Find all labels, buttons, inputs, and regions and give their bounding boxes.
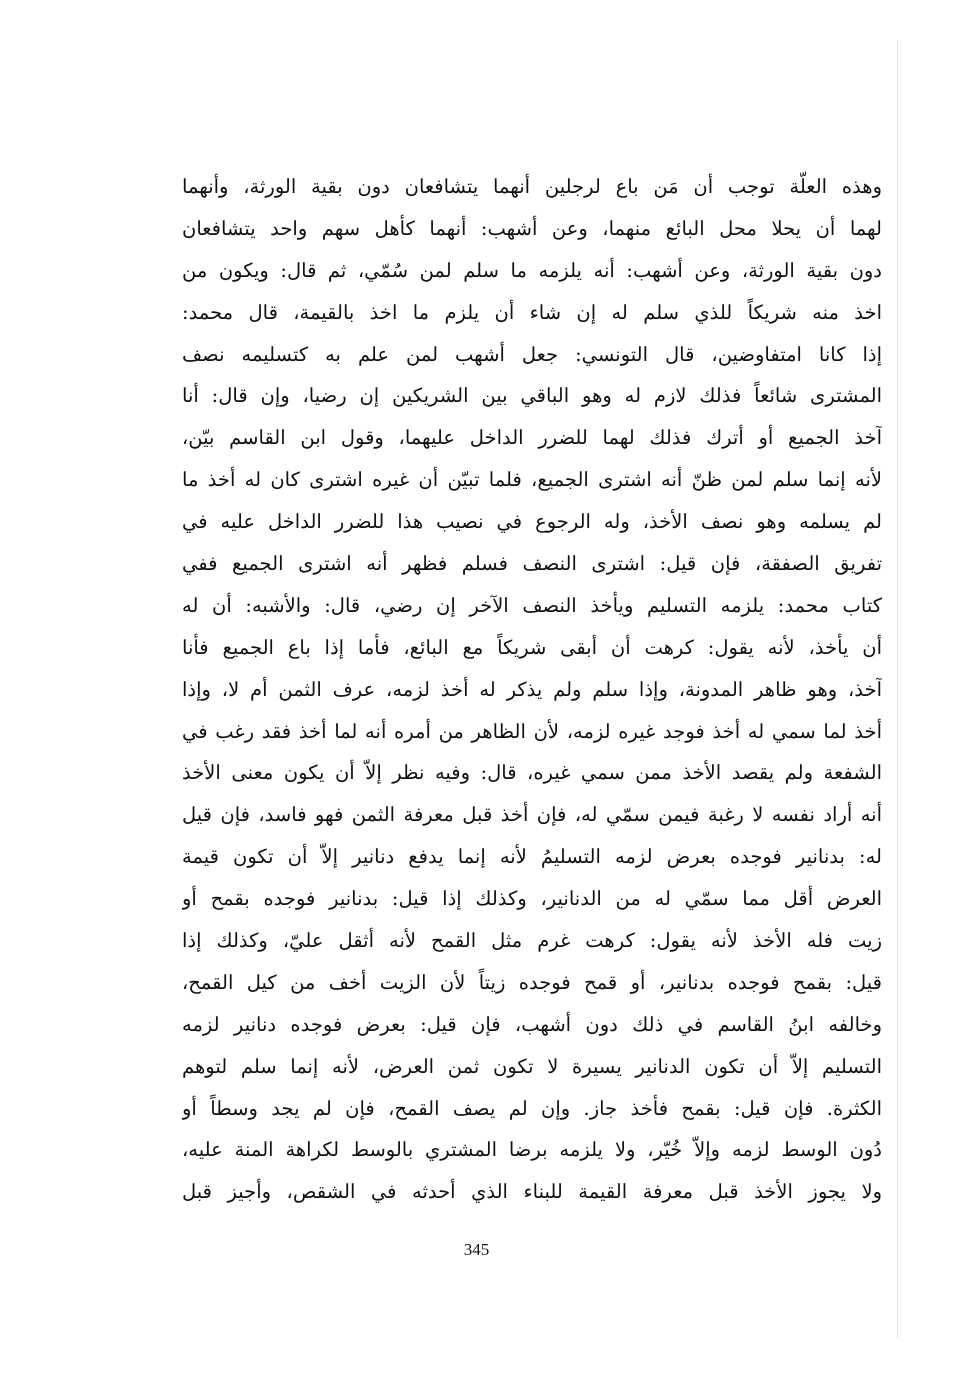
text-line: المشترى شائعاً فذلك لازم له وهو الباقي بين الشريكين إن رضيا، وإن قال: أنا	[182, 384, 882, 408]
text-line: زيت فله الأخذ لأنه يقول: كرهت غرم مثل القمح لأنه أثقل عليّ، وكذلك إذا	[182, 929, 882, 953]
text-line: له: بدنانير فوجده بعرض لزمه التسليمُ لأنه إنما يدفع دنانير إلاّ أن تكون قيمة	[182, 845, 882, 869]
text-line: أخذ لما سمي له أخذ فوجد غيره لزمه، لأن الظاهر من أمره أنه لما أخذ فقد رغب في	[182, 719, 882, 743]
page-number: 345	[463, 1240, 490, 1259]
text-line: الكثرة. فإن قيل: بقمح فأخذ جاز. وإن لم يصف القمح، فإن لم يجد وسطاً أو	[182, 1096, 882, 1120]
text-line: أنه أراد نفسه لا رغبة فيمن سمّي له، فإن أخذ قبل معرفة الثمن فهو فاسد، فإن قيل	[182, 803, 882, 827]
text-line: لأنه إنما سلم لمن ظنّ أنه اشترى الجميع، فلما تبيّن أن غيره اشترى كان له أخذ ما	[182, 468, 882, 492]
text-line: دُون الوسط لزمه وإلاّ خُيّر، ولا يلزمه برضا المشتري بالوسط لكراهة المنة عليه،	[182, 1138, 882, 1162]
text-line: إذا كانا امتفاوضين، قال التونسي: جعل أشهب لمن علم به كتسليمه نصف	[182, 342, 882, 366]
text-line: آخذ الجميع أو أترك فذلك لهما للضرر الداخل عليهما، وقول ابن القاسم بيّن،	[182, 426, 882, 450]
body-text	[182, 166, 882, 1213]
text-line: تفريق الصفقة، فإن قيل: اشترى النصف فسلم فظهر أنه اشترى الجميع ففي	[182, 552, 882, 576]
text-line: التسليم إلاّ أن تكون الدنانير يسيرة لا تكون ثمن العرض، لأنه إنما سلم لتوهم	[182, 1054, 882, 1078]
text-line: وخالفه ابنُ القاسم في ذلك دون أشهب، فإن قيل: بعرض فوجده دنانير لزمه	[182, 1012, 882, 1036]
text-line: قيل: بقمح فوجده بدنانير، أو قمح فوجده زيتاً لأن الزيت أخف من كيل القمح،	[182, 970, 882, 994]
text-line: الشفعة ولم يقصد الأخذ ممن سمي غيره، قال: وفيه نظر إلاّ أن يكون معنى الأخذ	[182, 761, 882, 785]
text-line: آخذ، وهو ظاهر المدونة، وإذا سلم ولم يذكر له أخذ لزمه، عرف الثمن أم لا، وإذا	[182, 677, 882, 701]
text-line: كتاب محمد: يلزمه التسليم ويأخذ النصف الآخر إن رضي، قال: والأشبه: أن له	[182, 593, 882, 617]
page-edge-line	[897, 40, 898, 1338]
text-line: لم يسلمه وهو نصف الأخذ، وله الرجوع في نصيب هذا للضرر الداخل عليه في	[182, 510, 882, 534]
text-line: دون بقية الورثة، وعن أشهب: أنه يلزمه ما سلم لمن سُمّي، ثم قال: ويكون من	[182, 258, 882, 282]
text-line: لهما أن يحلا محل البائع منهما، وعن أشهب: أنهما كأهل سهم واحد يتشافعان	[182, 216, 882, 240]
text-line: أن يأخذ، لأنه يقول: كرهت أن أبقى شريكاً مع البائع، فأما إذا باع الجميع فأنا	[182, 635, 882, 659]
text-line: وهذه العلّة توجب أن مَن باع لرجلين أنهما يتشافعان دون بقية الورثة، وأنهما	[182, 175, 882, 198]
text-line: ولا يجوز الأخذ قبل معرفة القيمة للبناء الذي أحدثه في الشقص، وأجيز قبل	[182, 1180, 882, 1204]
text-line: العرض أقل مما سمّي له من الدنانير، وكذلك إذا قيل: بدنانير فوجده بقمح أو	[182, 887, 882, 911]
text-line: اخذ منه شريكاً للذي سلم له إن شاء أن يلزم ما اخذ بالقيمة، قال محمد:	[182, 300, 882, 324]
